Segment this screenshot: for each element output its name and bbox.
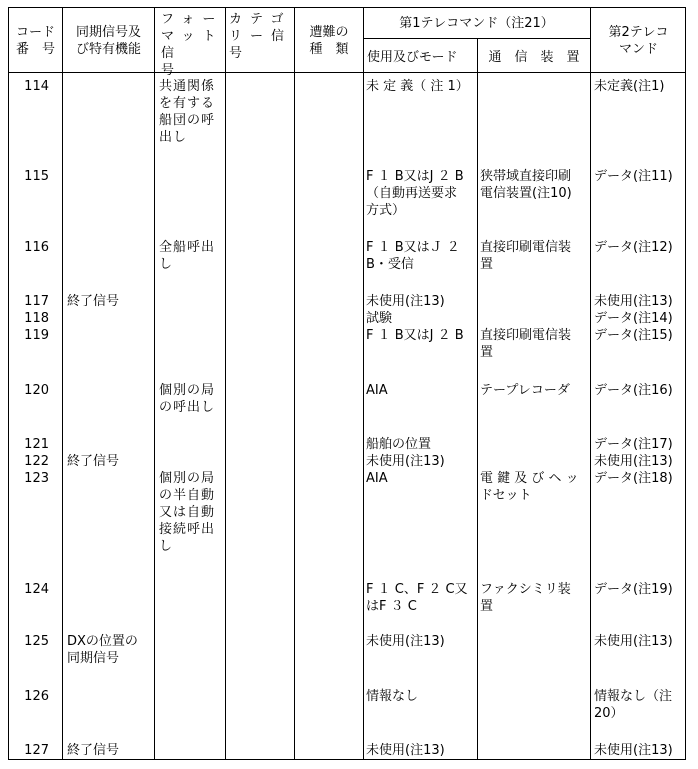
cell-code: 115 (24, 169, 49, 184)
header-telecommand-1: 第1テレコマンド（注21） (399, 16, 554, 31)
cell-use: 未使用(注13) (366, 454, 445, 469)
cell-equip: ファクシミリ装 置 (480, 582, 571, 614)
cell-format: 共通関係 を有する 船団の呼 出し (159, 79, 216, 145)
header-telecommand-2: 第2テレコ マンド (608, 25, 669, 57)
header-format-signal: フォー マット 信 号 (161, 12, 224, 78)
cell-use: AIA (366, 471, 388, 486)
cell-sync: 終了信号 (67, 294, 120, 309)
cell-tc2: データ(注16) (594, 383, 673, 398)
cell-code: 116 (24, 240, 49, 255)
cell-code: 125 (24, 634, 49, 649)
cell-tc2: 未使用(注13) (594, 454, 673, 469)
cell-sync: 終了信号 (67, 454, 120, 469)
cell-code: 124 (24, 582, 49, 597)
cell-use: F １ B又はJ ２ B （自動再送要求 方式） (366, 169, 464, 218)
cell-equip: 直接印刷電信装 置 (480, 240, 572, 272)
cell-use: F １ B又はＪ ２ B・受信 (366, 240, 460, 272)
header-use-mode: 使用及びモード (367, 50, 458, 65)
cell-tc2: 未使用(注13) (594, 743, 673, 758)
cell-tc2: 未使用(注13) (594, 294, 673, 309)
cell-code: 123 (24, 471, 49, 486)
cell-tc2: 未定義(注1) (594, 79, 665, 94)
cell-use: F １ C、F ２ C又 はF ３ C (366, 582, 468, 614)
cell-equip: 電 鍵 及 び ヘ ッ ドセット (480, 471, 579, 503)
cell-sync: 終了信号 (67, 743, 120, 758)
cell-use: 未 定 義（ 注 1） (366, 79, 469, 94)
header-sync-signal: 同期信号及 び特有機能 (75, 25, 141, 57)
cell-tc2: 情報なし（注 20） (594, 689, 673, 721)
cell-code: 114 (24, 79, 49, 94)
cell-tc2: データ(注18) (594, 471, 673, 486)
cell-format: 個別の局 の呼出し (159, 383, 216, 415)
cell-tc2: データ(注15) (594, 328, 673, 343)
cell-code: 121 (24, 437, 49, 452)
cell-tc2: データ(注19) (594, 582, 673, 597)
header-equipment: 通 信 装 置 (488, 50, 580, 65)
cell-use: 試験 (366, 311, 393, 326)
cell-code: 122 (24, 454, 49, 469)
cell-use: 情報なし (366, 689, 419, 704)
cell-tc2: データ(注11) (594, 169, 673, 184)
cell-tc2: データ(注12) (594, 240, 673, 255)
cell-tc2: データ(注14) (594, 311, 673, 326)
cell-use: 未使用(注13) (366, 743, 445, 758)
cell-sync: DXの位置の 同期信号 (67, 634, 138, 666)
cell-equip: 直接印刷電信装 置 (480, 328, 572, 360)
cell-code: 126 (24, 689, 49, 704)
header-code-number: コード 番 号 (15, 25, 55, 57)
cell-use: AIA (366, 383, 388, 398)
cell-equip: テープレコーダ (480, 383, 570, 398)
cell-tc2: データ(注17) (594, 437, 673, 452)
cell-code: 127 (24, 743, 49, 758)
cell-use: 未使用(注13) (366, 294, 445, 309)
header-distress-type: 遭難の 種 類 (309, 25, 349, 57)
header-category-signal: カテゴ リー信 号 (229, 12, 293, 61)
cell-code: 118 (24, 311, 49, 326)
table-sheet (8, 7, 686, 760)
cell-format: 全船呼出 し (159, 240, 216, 272)
cell-tc2: 未使用(注13) (594, 634, 673, 649)
cell-code: 119 (24, 328, 49, 343)
cell-use: 未使用(注13) (366, 634, 445, 649)
cell-code: 117 (24, 294, 49, 309)
cell-format: 個別の局 の半自動 又は自動 接続呼出 し (159, 471, 216, 554)
cell-use: 船舶の位置 (366, 437, 432, 452)
cell-use: F １ B又はJ ２ B (366, 328, 464, 343)
cell-code: 120 (24, 383, 49, 398)
cell-equip: 狭帯域直接印刷 電信装置(注10) (480, 169, 572, 201)
